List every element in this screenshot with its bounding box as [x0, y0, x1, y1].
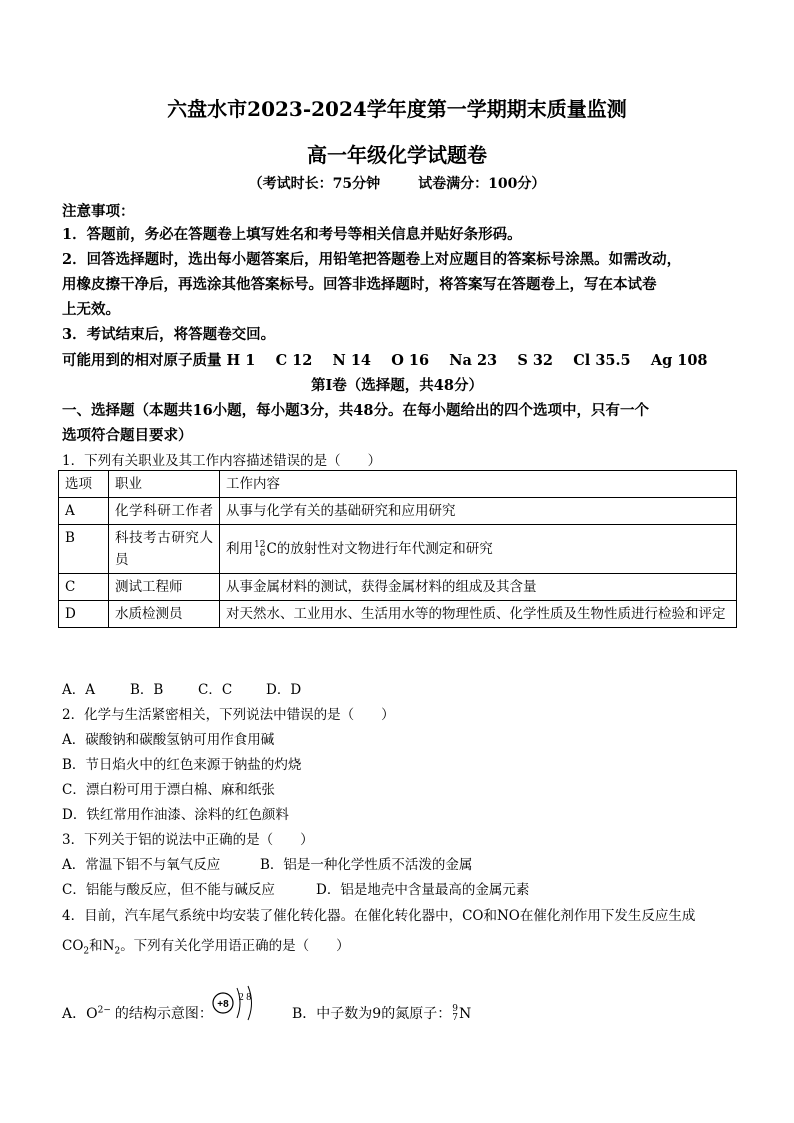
table-row — [59, 498, 737, 525]
content-suffix: 的放射性对文物进行年代测定和研究 — [276, 541, 493, 557]
q3-option-a: A．常温下铝不与氧气反应 — [62, 857, 221, 873]
exam-info — [0, 173, 794, 193]
q2-option-a: A．碳酸钠和碳酸氢钠可用作食用碱 — [62, 732, 275, 748]
row-option: B — [59, 525, 109, 574]
q4-stem-end: 。下列有关化学用语正确的是（ ） — [120, 938, 350, 954]
n2-subscript: 2 — [114, 946, 121, 957]
option-a-prefix: A．O — [62, 1006, 98, 1022]
notes-heading: 注意事项： — [62, 203, 135, 220]
row-content: 从事金属材料的测试，获得金属材料的组成及其含量 — [220, 574, 737, 601]
row-job: 测试工程师 — [109, 574, 220, 601]
table-header-row — [59, 471, 737, 498]
exam-score: 试卷满分：100分） — [418, 176, 546, 192]
ion-charge: 2− — [97, 1005, 111, 1016]
q4-stem-line-1: 4．目前，汽车尾气系统中均安装了催化转化器。在催化转化器中，CO和NO在催化剂作用下发生反应生成 — [62, 908, 696, 924]
row-job: 化学科研工作者 — [109, 498, 220, 525]
isotope-mass: 12 — [254, 539, 266, 550]
shell-electrons: 2 8 — [238, 992, 252, 1003]
q1-option-c: C．C — [198, 682, 233, 698]
row-content — [220, 525, 737, 574]
atomic-masses: 可能用到的相对原子质量 H 1 C 12 N 14 O 16 Na 23 S 32 Cl 35.5 Ag 108 — [62, 352, 708, 369]
table-row — [59, 574, 737, 601]
section-heading-line-2: 选项符合题目要求） — [62, 427, 193, 444]
q1-stem: 1．下列有关职业及其工作内容描述错误的是（ ） — [62, 453, 382, 469]
q1-option-b: B．B — [130, 682, 164, 698]
q3-options-row-1 — [62, 853, 472, 873]
note-1: 1．答题前，务必在答题卷上填写姓名和考号等相关信息并贴好条形码。 — [62, 226, 522, 243]
nitrogen-symbol: N — [458, 1006, 472, 1022]
q3-option-d: D．铝是地壳中含量最高的金属元素 — [316, 882, 530, 898]
q1-option-d: D．D — [266, 682, 302, 698]
row-content: 对天然水、工业用水、生活用水等的物理性质、化学性质及生物性质进行检验和评定 — [220, 601, 737, 628]
section-heading-line-1: 一、选择题（本题共16小题，每小题3分，共48分。在每小题给出的四个选项中，只有一个 — [62, 402, 649, 419]
q1-table — [58, 470, 737, 628]
q4-option-b — [292, 1003, 471, 1023]
nitrogen-mass: 9 — [452, 1004, 458, 1014]
oxygen-ion-structure-diagram — [212, 983, 262, 1023]
q4-option-a — [62, 1003, 213, 1023]
option-a-label: 的结构示意图： — [114, 1006, 213, 1022]
row-job: 水质检测员 — [109, 601, 220, 628]
row-job: 科技考古研究人员 — [109, 525, 220, 574]
q1-option-a: A．A — [62, 682, 95, 698]
and-n2: 和N — [89, 938, 115, 954]
content-prefix: 利用 — [226, 541, 253, 557]
option-b-label: B．中子数为9的氮原子： — [292, 1006, 452, 1022]
row-option: D — [59, 601, 109, 628]
exam-subtitle: 高一年级化学试题卷 — [307, 143, 487, 167]
q4-stem-line-2 — [62, 934, 350, 957]
nucleus-charge: +8 — [217, 999, 229, 1010]
row-option: A — [59, 498, 109, 525]
note-2-line-1: 2．回答选择题时，选出每小题答案后，用铅笔把答题卷上对应题目的答案标号涂黑。如需改动， — [62, 251, 682, 268]
co2-subscript: 2 — [83, 946, 90, 957]
header-content: 工作内容 — [220, 471, 737, 498]
q2-stem: 2．化学与生活紧密相关，下列说法中错误的是（ ） — [62, 707, 395, 723]
header-option: 选项 — [59, 471, 109, 498]
table-row — [59, 525, 737, 574]
note-2-line-3: 上无效。 — [62, 301, 120, 318]
co2-formula: CO — [62, 938, 84, 954]
q3-option-c: C．铝能与酸反应，但不能与碱反应 — [62, 882, 275, 898]
row-option: C — [59, 574, 109, 601]
exam-duration: （考试时长：75分钟 — [248, 176, 381, 192]
row-content: 从事与化学有关的基础研究和应用研究 — [220, 498, 737, 525]
volume-heading: 第Ⅰ卷（选择题，共48分） — [311, 377, 483, 394]
isotope-z: 6 — [259, 548, 266, 559]
header-job: 职业 — [109, 471, 220, 498]
q3-option-b: B．铝是一种化学性质不活泼的金属 — [260, 857, 473, 873]
table-row — [59, 601, 737, 628]
note-2-line-2: 用橡皮擦干净后，再选涂其他答案标号。回答非选择题时，将答案写在答题卷上，写在本试卷 — [62, 276, 657, 293]
nitrogen-z: 7 — [452, 1013, 458, 1023]
exam-title: 六盘水市2023-2024学年度第一学期期末质量监测 — [167, 97, 627, 121]
q3-options-row-2 — [62, 878, 529, 898]
q3-stem: 3．下列关于铝的说法中正确的是（ ） — [62, 832, 314, 848]
q2-option-d: D．铁红常用作油漆、涂料的红色颜料 — [62, 807, 289, 823]
q1-options — [62, 678, 301, 698]
q2-option-c: C．漂白粉可用于漂白棉、麻和纸张 — [62, 782, 275, 798]
note-3: 3．考试结束后，将答题卷交回。 — [62, 326, 276, 343]
isotope-symbol: C — [266, 541, 277, 557]
q2-option-b: B．节日焰火中的红色来源于钠盐的灼烧 — [62, 757, 302, 773]
